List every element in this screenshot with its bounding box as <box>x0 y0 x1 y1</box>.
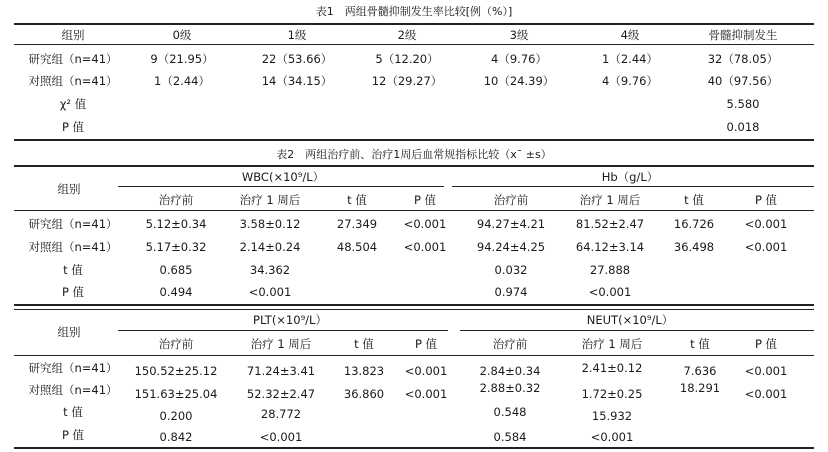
t1-r1-c5: 1（2.44） <box>602 52 658 66</box>
t2-sub-wbc-p: P 值 <box>413 193 437 207</box>
t3-plt-rule <box>118 330 448 331</box>
t1-head-total: 骨髓抑制发生 <box>708 28 778 42</box>
t2-sub-wbc-t: t 值 <box>347 193 367 207</box>
t2-r1-c1: 5.12±0.34 <box>145 217 207 231</box>
t3-sub-plt-after: 治疗 1 周后 <box>250 337 312 351</box>
t2-r3-c5: 0.032 <box>494 263 528 277</box>
t3-neut-rule <box>460 330 814 331</box>
table3-bottom-rule <box>14 447 814 449</box>
t1-r2-c2: 14（34.15） <box>261 74 333 88</box>
t2-r1-c5: 94.27±4.21 <box>476 217 546 231</box>
t3-r1-c5: 2.84±0.34 <box>479 364 541 378</box>
t2-sub-wbc-after: 治疗 1 周后 <box>239 193 301 207</box>
t2-r1-c2: 3.58±0.12 <box>239 217 301 231</box>
t1-r2-c1: 1（2.44） <box>154 74 210 88</box>
t3-r2-c5: 2.88±0.32 <box>479 381 541 395</box>
t2-r3-c2: 34.362 <box>249 263 291 277</box>
t3-r4-c5: 0.584 <box>493 430 527 444</box>
t3-sub-plt-p: P 值 <box>414 337 438 351</box>
t1-chi-label: χ² 值 <box>59 97 87 111</box>
t3-r4-group: P 值 <box>61 428 85 442</box>
t3-sub-neut-after: 治疗 1 周后 <box>581 337 643 351</box>
t2-r4-c5: 0.974 <box>494 285 528 299</box>
t1-p-label: P 值 <box>61 120 85 134</box>
t3-sub-neut-p: P 值 <box>754 337 778 351</box>
t2-r3-group: t 值 <box>63 263 83 277</box>
t2-r2-c4: <0.001 <box>403 240 447 254</box>
t3-r2-group: 对照组（n=41） <box>28 383 118 397</box>
t1-chi-value: 5.580 <box>726 97 760 111</box>
t1-r2-c5: 4（9.76） <box>602 74 658 88</box>
t1-head-grade1: 1级 <box>287 28 307 42</box>
t2-sub-hb-t: t 值 <box>684 193 704 207</box>
t2-r3-c6: 27.888 <box>589 263 631 277</box>
t2-r2-c6: 64.12±3.14 <box>575 240 645 254</box>
t2-r4-c1: 0.494 <box>159 285 193 299</box>
t3-sub-neut-t: t 值 <box>690 337 710 351</box>
t3-r1-c7: 7.636 <box>683 364 717 378</box>
t2-sub-wbc-before: 治疗前 <box>158 193 194 207</box>
table2-mid-rule-a <box>14 304 814 306</box>
t1-head-grade0: 0级 <box>172 28 192 42</box>
t3-r3-c5: 0.548 <box>493 405 527 419</box>
t1-r1-c6: 32（78.05） <box>707 52 779 66</box>
t2-r4-group: P 值 <box>61 285 85 299</box>
t1-r1-c3: 5（12.20） <box>375 52 439 66</box>
t2-r1-c4: <0.001 <box>403 217 447 231</box>
t3-head-group: 组别 <box>57 325 81 339</box>
t2-sub-hb-p: P 值 <box>754 193 778 207</box>
t2-r2-c7: 36.498 <box>673 240 715 254</box>
t2-r4-c2: <0.001 <box>248 285 292 299</box>
t3-r2-c3: 36.860 <box>343 387 385 401</box>
t1-head-grade2: 2级 <box>397 28 417 42</box>
t3-r2-c1: 151.63±25.04 <box>134 387 218 401</box>
t2-hb-rule <box>452 186 814 187</box>
t3-r2-c4: <0.001 <box>404 387 448 401</box>
t2-r1-c8: <0.001 <box>744 217 788 231</box>
t3-sub-plt-t: t 值 <box>354 337 374 351</box>
t3-head-neut: NEUT(×10⁹/L） <box>586 313 674 327</box>
t3-r4-c1: 0.842 <box>159 430 193 444</box>
t2-r1-c7: 16.726 <box>673 217 715 231</box>
t2-r2-group: 对照组（n=41） <box>28 240 118 254</box>
table1-head-rule <box>14 44 814 45</box>
table1-top-rule <box>14 23 814 25</box>
t2-r2-c8: <0.001 <box>744 240 788 254</box>
t3-r3-c1: 0.200 <box>159 409 193 423</box>
t2-r4-c6: <0.001 <box>588 285 632 299</box>
t1-r1-c1: 9（21.95） <box>150 52 214 66</box>
table2-mid-rule-b <box>14 309 814 310</box>
t3-r2-c6: 1.72±0.25 <box>581 387 643 401</box>
t1-r1-c4: 4（9.76） <box>491 52 547 66</box>
t3-r1-c2: 71.24±3.41 <box>246 364 316 378</box>
t3-r2-c8: <0.001 <box>744 387 788 401</box>
t1-r1-c2: 22（53.66） <box>261 52 333 66</box>
t3-sub-neut-before: 治疗前 <box>492 337 528 351</box>
t2-sub-hb-after: 治疗 1 周后 <box>579 193 641 207</box>
t2-r3-c1: 0.685 <box>159 263 193 277</box>
t1-r2-c4: 10（24.39） <box>483 74 555 88</box>
t2-r2-c3: 48.504 <box>336 240 378 254</box>
t3-r1-c8: <0.001 <box>744 364 788 378</box>
t1-head-group: 组别 <box>61 28 85 42</box>
t3-sub-plt-before: 治疗前 <box>158 337 194 351</box>
table2-head-rule <box>14 210 814 211</box>
t2-r2-c1: 5.17±0.32 <box>145 240 207 254</box>
t3-r1-group: 研究组（n=41） <box>28 361 118 375</box>
t1-head-grade4: 4级 <box>620 28 640 42</box>
table2-caption: 表2 两组治疗前、治疗1周后血常规指标比较（x¯ ±s） <box>276 148 552 161</box>
t2-wbc-rule <box>118 186 444 187</box>
t1-head-grade3: 3级 <box>509 28 529 42</box>
t3-r4-c6: <0.001 <box>590 430 634 444</box>
t2-r1-c6: 81.52±2.47 <box>575 217 645 231</box>
t2-head-wbc: WBC(×10⁹/L） <box>241 170 325 184</box>
t3-r3-c2: 28.772 <box>260 407 302 421</box>
t3-r1-c6: 2.41±0.12 <box>581 361 643 375</box>
t3-r1-c3: 13.823 <box>343 364 385 378</box>
t3-r1-c4: <0.001 <box>404 364 448 378</box>
t2-head-hb: Hb（g/L） <box>601 170 659 184</box>
t1-r1-group: 研究组（n=41） <box>28 52 118 66</box>
t1-r2-group: 对照组（n=41） <box>28 74 118 88</box>
table3-head-rule <box>14 355 814 356</box>
t2-head-group: 组别 <box>57 182 81 196</box>
t3-head-plt: PLT(×10⁹/L） <box>253 313 327 327</box>
t1-p-value: 0.018 <box>726 120 760 134</box>
table1-bottom-rule <box>14 139 814 141</box>
t3-r3-c6: 15.932 <box>591 409 633 423</box>
table2-top-rule <box>14 165 814 167</box>
t3-r2-c7: 18.291 <box>679 381 721 395</box>
t3-r4-c2: <0.001 <box>259 430 303 444</box>
t1-r2-c3: 12（29.27） <box>371 74 443 88</box>
t3-r2-c2: 52.32±2.47 <box>246 387 316 401</box>
t2-r2-c2: 2.14±0.24 <box>239 240 301 254</box>
t2-r1-group: 研究组（n=41） <box>28 217 118 231</box>
t2-sub-hb-before: 治疗前 <box>493 193 529 207</box>
t3-r3-group: t 值 <box>63 405 83 419</box>
table1-caption: 表1 两组骨髓抑制发生率比较[例（%）] <box>315 5 513 18</box>
t3-r1-c1: 150.52±25.12 <box>134 364 218 378</box>
t2-r2-c5: 94.24±4.25 <box>476 240 546 254</box>
t1-r2-c6: 40（97.56） <box>707 74 779 88</box>
t2-r1-c3: 27.349 <box>336 217 378 231</box>
